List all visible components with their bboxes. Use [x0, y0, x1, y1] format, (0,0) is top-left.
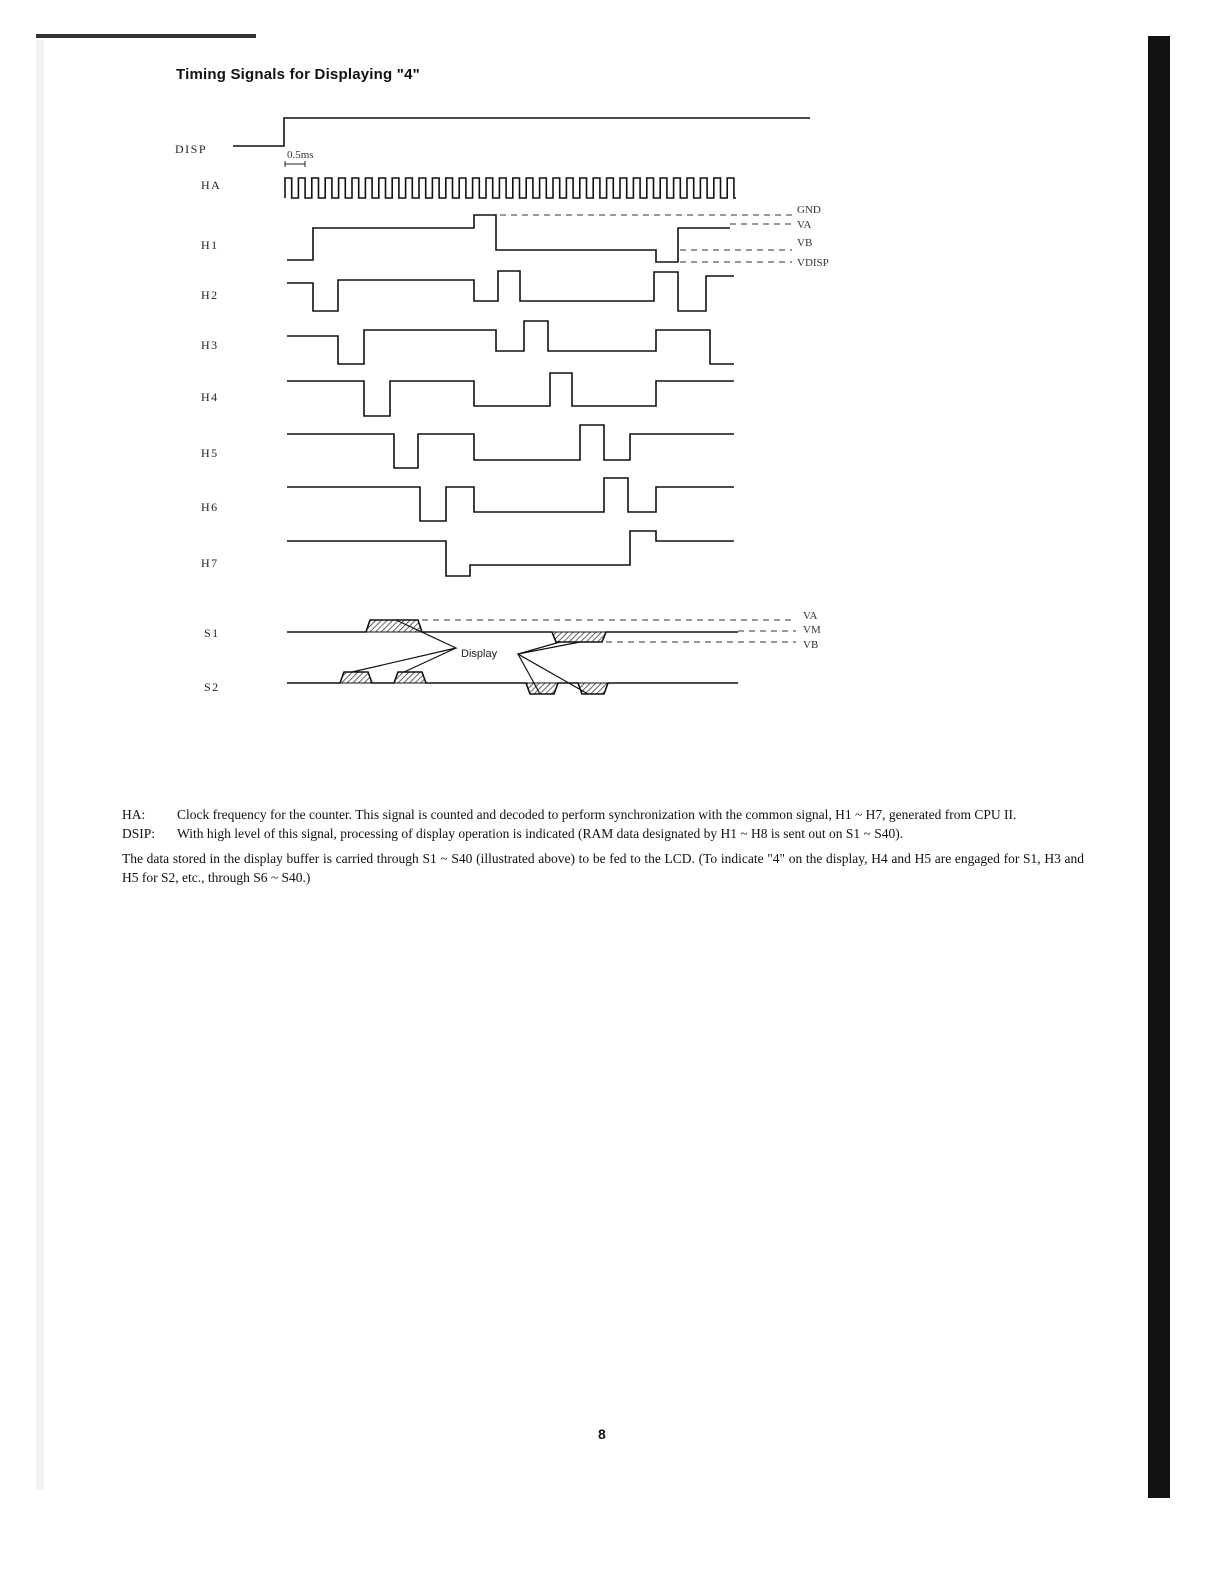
- level-label-vdisp: VDISP: [797, 257, 829, 269]
- timing-diagram: [0, 0, 1224, 760]
- definition-dsip: [122, 824, 1084, 843]
- definition-text: Clock frequency for the counter. This signal is counted and decoded to perform synchronization with the common signal, H1 ~ H7, generated from CPU II.: [177, 807, 1017, 822]
- display-label: Display: [461, 648, 498, 660]
- signal-label-h4: H4: [201, 390, 219, 404]
- description-block: [122, 805, 1084, 887]
- signal-label-ha: HA: [201, 178, 222, 192]
- signal-label-s1: S1: [204, 626, 220, 640]
- signal-label-h5: H5: [201, 446, 219, 460]
- definition-text: With high level of this signal, processing of display operation is indicated (RAM data designated by H1 ~ H8 is sent out on S1 ~ S40).: [177, 826, 904, 841]
- waveform-h3: [287, 321, 734, 364]
- waveform-h4: [287, 373, 734, 416]
- waveform-h1: [287, 215, 730, 262]
- waveform-h7: [287, 531, 734, 576]
- waveform-s2: [287, 672, 738, 694]
- signal-label-disp: DISP: [175, 142, 208, 156]
- signal-label-h3: H3: [201, 338, 219, 352]
- note-paragraph: The data stored in the display buffer is carried through S1 ~ S40 (illustrated above) to be fed to the LCD. (To indicate "4" on the display, H4 and H5 are engaged for S1, H3 and H5 for S2, etc., through S6 ~ S40.): [122, 851, 1084, 885]
- signal-label-h6: H6: [201, 500, 219, 514]
- signal-label-h2: H2: [201, 288, 219, 302]
- page-title: Timing Signals for Displaying "4": [176, 66, 420, 83]
- waveform-h5: [287, 425, 734, 468]
- waveform-h2: [287, 271, 734, 311]
- waveform-s1: [287, 620, 738, 642]
- timing-annotation: 0.5ms: [287, 149, 314, 161]
- waveform-h6: [287, 478, 734, 521]
- signal-label-h7: H7: [201, 556, 219, 570]
- waveform-disp: [233, 118, 810, 146]
- level-guides-h1: [500, 215, 792, 262]
- definition-ha: [122, 805, 1084, 824]
- level-label-gnd: GND: [797, 204, 821, 216]
- s-level-label-vm: VM: [803, 624, 821, 636]
- level-guides-s: [422, 620, 796, 642]
- definition-term: DSIP:: [122, 826, 156, 841]
- timing-arrow: [285, 161, 305, 167]
- signal-label-s2: S2: [204, 680, 220, 694]
- waveform-ha: [285, 178, 736, 198]
- level-label-vb: VB: [797, 237, 813, 249]
- s-level-label-vb: VB: [803, 639, 819, 651]
- definition-term: HA:: [122, 807, 146, 822]
- level-label-va: VA: [797, 219, 812, 231]
- signal-label-h1: H1: [201, 238, 219, 252]
- page-number: 8: [598, 1426, 606, 1442]
- s-level-label-va: VA: [803, 610, 818, 622]
